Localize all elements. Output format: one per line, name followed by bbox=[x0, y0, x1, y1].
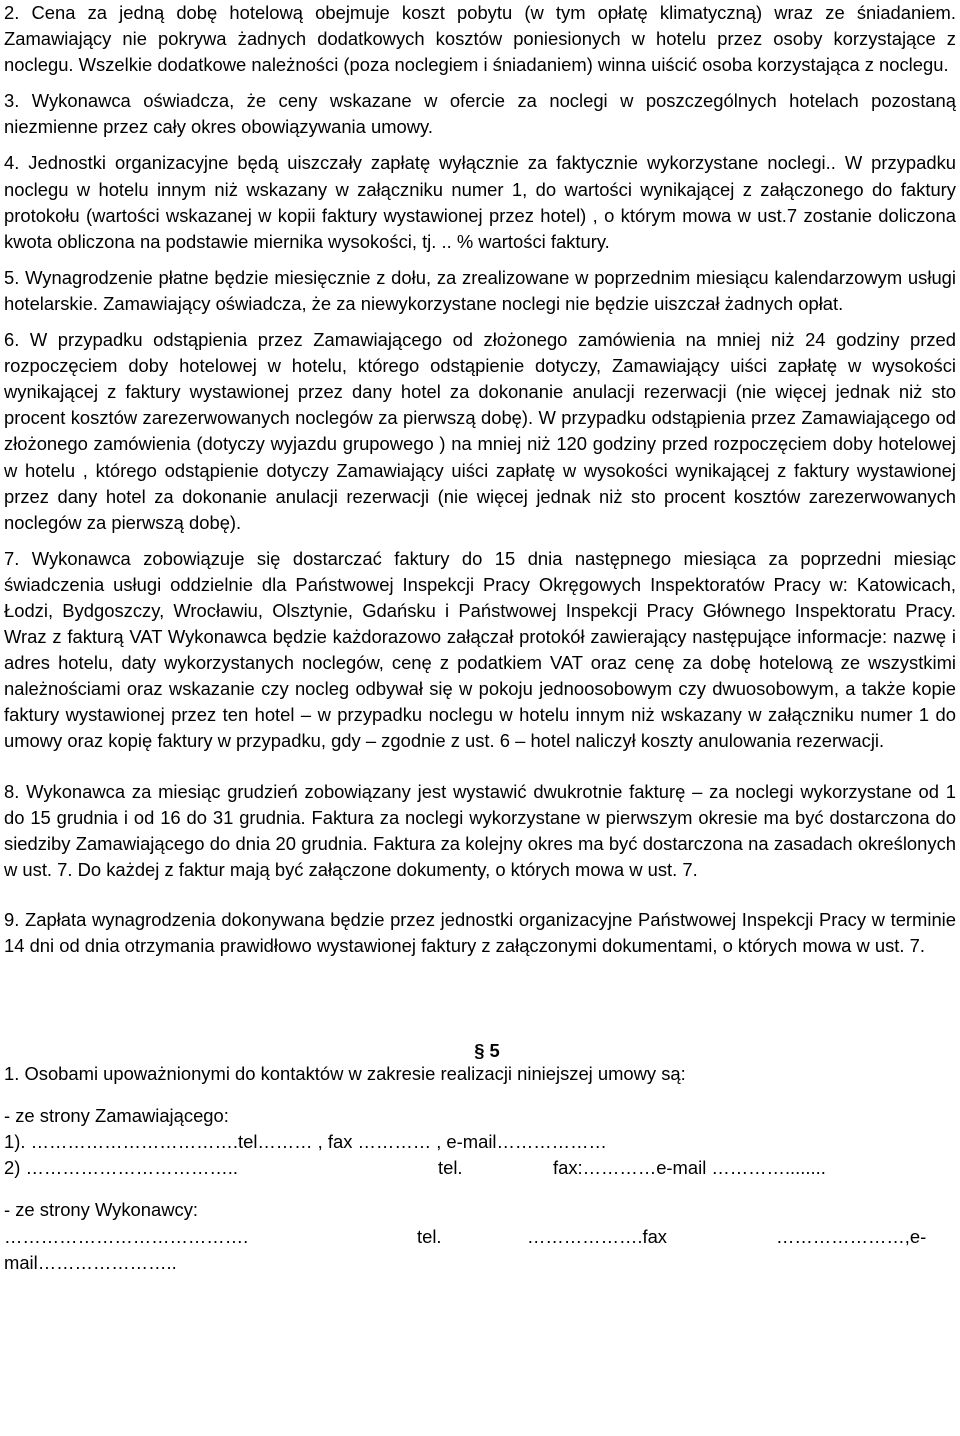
employer-contact-2-fax-email: fax:…………e-mail …………........ bbox=[553, 1157, 826, 1179]
employer-contact-1: 1). …………………………….tel……… , fax ………… , e-mail……………… bbox=[4, 1131, 607, 1153]
paragraph-4: 4. Jednostki organizacyjne będą uiszczały zapłatę wyłącznie za faktycznie wykorzystane noclegi.. W przypadku noclegu w hotelu innym niż wskazany w załączniku numer 1, do wartości wynikającej z załączonego do faktury protokołu (wartości wskazanej w kopii faktury wystawionej przez hotel) , o którym mowa w ust.7 zostanie doliczona kwota obliczona na podstawie miernika wysokości, tj. .. % wartości faktury. bbox=[4, 152, 956, 252]
paragraph-8: 8. Wykonawca za miesiąc grudzień zobowiązany jest wystawić dwukrotnie fakturę – za noclegi wykorzystane od 1 do 15 grudnia i od 16 do 31 grudnia. Faktura za noclegi wykorzystane w pierwszym okresie ma być dostarczona do siedziby Zamawiającego do dnia 20 grudnia. Faktura za kolejny okres ma być dostarczona na zasadach określonych w ust. 7. Do każdej z faktur mają być załączone dokumenty, o których mowa w ust. 7. bbox=[4, 780, 956, 880]
contractor-contact-tel-fax: ……………….fax bbox=[527, 1225, 667, 1247]
employer-contact-2-tel: tel. bbox=[438, 1157, 463, 1179]
employer-contact-2 bbox=[4, 1155, 956, 1181]
paragraph-5: 5. Wynagrodzenie płatne będzie miesięcznie z dołu, za zrealizowane w poprzednim miesiącu kalendarzowym usługi hotelarskie. Zamawiający oświadcza, że za niewykorzystane noclegi nie będzie uiszczał żadnych opłat. bbox=[4, 266, 956, 314]
contacts-intro: 1. Osobami upoważnionymi do kontaktów w zakresie realizacji niniejszej umowy są: bbox=[4, 1063, 686, 1085]
employer-contact-2-name: 2) …………………………….. bbox=[4, 1157, 238, 1179]
document-page bbox=[4, 0, 956, 1276]
section-heading-text: § 5 bbox=[474, 1040, 500, 1062]
paragraph-9: 9. Zapłata wynagrodzenia dokonywana będzie przez jednostki organizacyjne Państwowej Inspekcji Pracy w terminie 14 dni od dnia otrzymania prawidłowo wystawionej faktury z załączonymi dokumentami, o których mowa w ust. 7. bbox=[4, 908, 956, 956]
contractor-contact-tel-label: tel. bbox=[417, 1225, 442, 1247]
employer-label: - ze strony Zamawiającego: bbox=[4, 1105, 229, 1127]
contractor-label: - ze strony Wykonawcy: bbox=[4, 1199, 199, 1221]
paragraph-2: 2. Cena za jedną dobę hotelową obejmuje koszt pobytu (w tym opłatę klimatyczną) wraz ze śniadaniem. Zamawiający nie pokrywa żadnych dodatkowych kosztów poniesionych w hotelu przez osoby korzystające z noclegu. Wszelkie dodatkowe należności (poza noclegiem i śniadaniem) winna uiścić osoba korzystająca z noclegu. bbox=[4, 2, 956, 76]
contractor-contact-name: …………………………………. bbox=[4, 1225, 249, 1247]
section-heading bbox=[4, 1037, 956, 1061]
contractor-contact-email-end: mail………………….. bbox=[4, 1251, 177, 1273]
paragraph-3: 3. Wykonawca oświadcza, że ceny wskazane w ofercie za noclegi w poszczególnych hotelach pozostaną niezmienne przez cały okres obowiązywania umowy. bbox=[4, 90, 956, 138]
paragraph-7: 7. Wykonawca zobowiązuje się dostarczać faktury do 15 dnia następnego miesiąca za poprzedni miesiąc świadczenia usługi oddzielnie dla Państwowej Inspekcji Pracy Okręgowych Inspektoratów Pracy w: Katowicach, Łodzi, Bydgoszczy, Wrocławiu, Olsztynie, Gdańsku i Państwowej Inspekcji Pracy Głównego Inspektoratu Pracy. Wraz z fakturą VAT Wykonawca będzie każdorazowo załączał protokół zawierający następujące informacje: nazwę i adres hotelu, daty wykorzystanych noclegów, cenę z podatkiem VAT oraz cenę za dobę hotelową ze wszystkimi należnościami oraz wskazanie czy nocleg odbywał się w pokoju jednoosobowym czy dwuosobowym, a także kopie faktury wystawionej przez ten hotel – w przypadku noclegu w hotelu innym niż wskazany w załączniku numer 1 do umowy oraz kopię faktury w przypadku, gdy – zgodnie z ust. 6 – hotel naliczył koszty anulowania rezerwacji. bbox=[4, 547, 956, 752]
contractor-contact bbox=[4, 1224, 956, 1250]
contractor-contact-email-start: …………………,e- bbox=[776, 1225, 927, 1247]
paragraph-6: 6. W przypadku odstąpienia przez Zamawiającego od złożonego zamówienia na mniej niż 24 godziny przed rozpoczęciem doby hotelowej w hotelu, którego odstąpienie dotyczy, Zamawiający uiści zapłatę w wysokości wynikającej z faktury wystawionej przez dany hotel za dokonanie anulacji rezerwacji (nie więcej jednak niż sto procent kosztów zarezerwowanych noclegów za pierwszą dobę). W przypadku odstąpienia przez Zamawiającego od złożonego zamówienia (dotyczy wyjazdu grupowego ) na mniej niż 120 godziny przed rozpoczęciem doby hotelowej w hotelu , którego odstąpienie dotyczy Zamawiający uiści zapłatę w wysokości wynikającej z faktury wystawionej przez dany hotel za dokonanie anulacji rezerwacji (nie więcej jednak niż sto procent kosztów zarezerwowanych noclegów za pierwszą dobę). bbox=[4, 329, 956, 533]
